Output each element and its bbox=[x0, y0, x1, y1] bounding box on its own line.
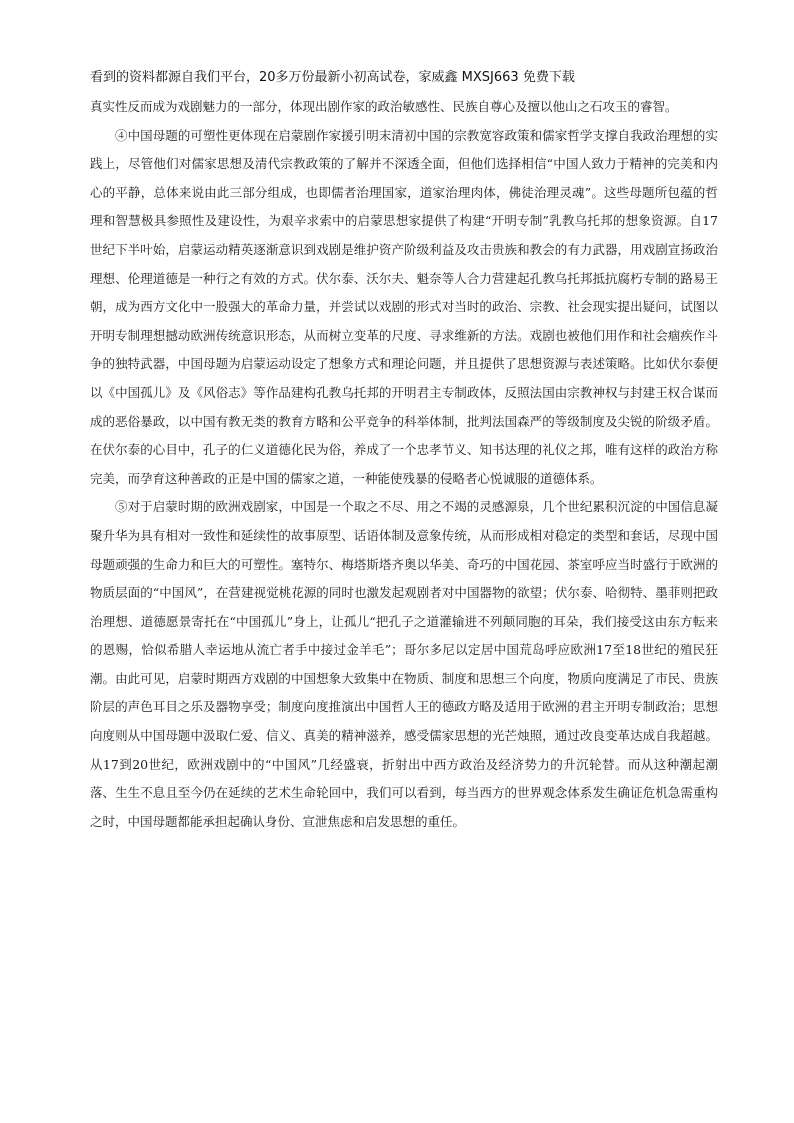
paragraph-continuation: 真实性反而成为戏剧魅力的一部分，体现出剧作家的政治敏感性、民族自尊心及擅以他山之石攻玉的睿智。 bbox=[90, 99, 678, 114]
header-download-note: 看到的资料都源自我们平台，20多万份最新小初高试卷，家威鑫 MXSJ663 免费下载 bbox=[90, 70, 575, 85]
paragraph-5: ⑤对于启蒙时期的欧洲戏剧家，中国是一个取之不尽、用之不竭的灵感源泉，几个世纪累积沉淀的中国信息凝聚升华为具有相对一致性和延续性的故事原型、话语体制及意象传统，从而形成相对稳定的类型和套话，尽现中国母题顽强的生命力和巨大的可塑性。塞特尔、梅塔斯塔齐奥以华美、奇巧的中国花园、茶室呼应当时盛行于欧洲的物质层面的“中国风”，在营建视觉桃花源的同时也激发起观剧者对中国器物的欲望；伏尔泰、哈彻特、墨菲则把政治理想、道德愿景寄托在“中国孤儿”身上，让孤儿“把孔子之道灌输进不列颠同胞的耳朵，我们接受这由东方転来的恩赐，恰似希腊人幸运地从流亡者手中接过金羊毛”；哥尔多尼以定居中国荒岛呼应欧洲17至18世纪的殖民狂潮。由此可见，启蒙时期西方戏剧的中国想象大致集中在物质、制度和思想三个向度，物质向度满足了市民、贵族阶层的声色耳目之乐及器物享受；制度向度推演出中国哲人王的德政方略及适用于欧洲的君主开明专制政治；思想向度则从中国母题中汲取仁爱、信义、真美的精神滋养，感受儒家思想的光芒烛照，通过改良变革达成自我超越。从17到20世纪，欧洲戏剧中的“中国风”几经盛衰，折射出中西方政治及经济势力的升沉轮替。而从这种潮起潮落、生生不息且至今仍在延续的艺术生命轮回中，我们可以看到，每当西方的世界观念体系发生确证危机急需重构之时，中国母题都能承担起确认身份、宣泄焦虑和启发思想的重任。 bbox=[90, 499, 718, 829]
article-body bbox=[90, 93, 718, 836]
paragraph-4: ④中国母题的可塑性更体现在启蒙剧作家援引明末清初中国的宗教宽容政策和儒家哲学支撑自我政治理想的实践上，尽管他们对儒家思想及清代宗教政策的了解并不深透全面，但他们选择相信“中国人致力于精神的完美和内心的平静，总体来说由此三部分组成，也即儒者治理国家，道家治理肉体，佛徒治理灵魂”。这些母题所包蕴的哲理和智慧极具参照性及建设性，为艰辛求索中的启蒙思想家提供了构建“开明专制”乳教乌托邦的想象资源。自17世纪下半叶始，启蒙运动精英逐渐意识到戏剧是维护资产阶级利益及攻击贵族和教会的有力武器，用戏剧宣扬政治理想、伦理道德是一种行之有效的方式。伏尔泰、沃尔夫、魁奈等人合力营建起孔教乌托邦抵抗腐朽专制的路易王朝，成为西方文化中一股强大的革命力量，并尝试以戏剧的形式对当时的政治、宗教、社会现实提出疑问，试图以开明专制理想撼动欧洲传统意识形态，从而树立变革的尺度、寻求维新的方法。戏剧也被他们用作和社会痼疾作斗争的独特武器，中国母题为启蒙运动设定了想象方式和理论问题，并且提供了思想资源与表述策略。比如伏尔泰便以《中国孤儿》及《风俗志》等作品建构孔教乌托邦的开明君主专制政体，反照法国由宗教神权与封建王权合谋而成的恶俗暴政，以中国有教无类的教育方略和公平竞争的科举体制，批判法国森严的等级制度及尖锐的阶级矛盾。在伏尔泰的心目中，孔子的仁义道德化民为俗，养成了一个忠孝节义、知书达理的礼仪之邦，唯有这样的政治方称完美，而孕育这种善政的正是中国的儒家之道，一种能使残暴的侵略者心悦诚服的道德体系。 bbox=[90, 127, 718, 486]
